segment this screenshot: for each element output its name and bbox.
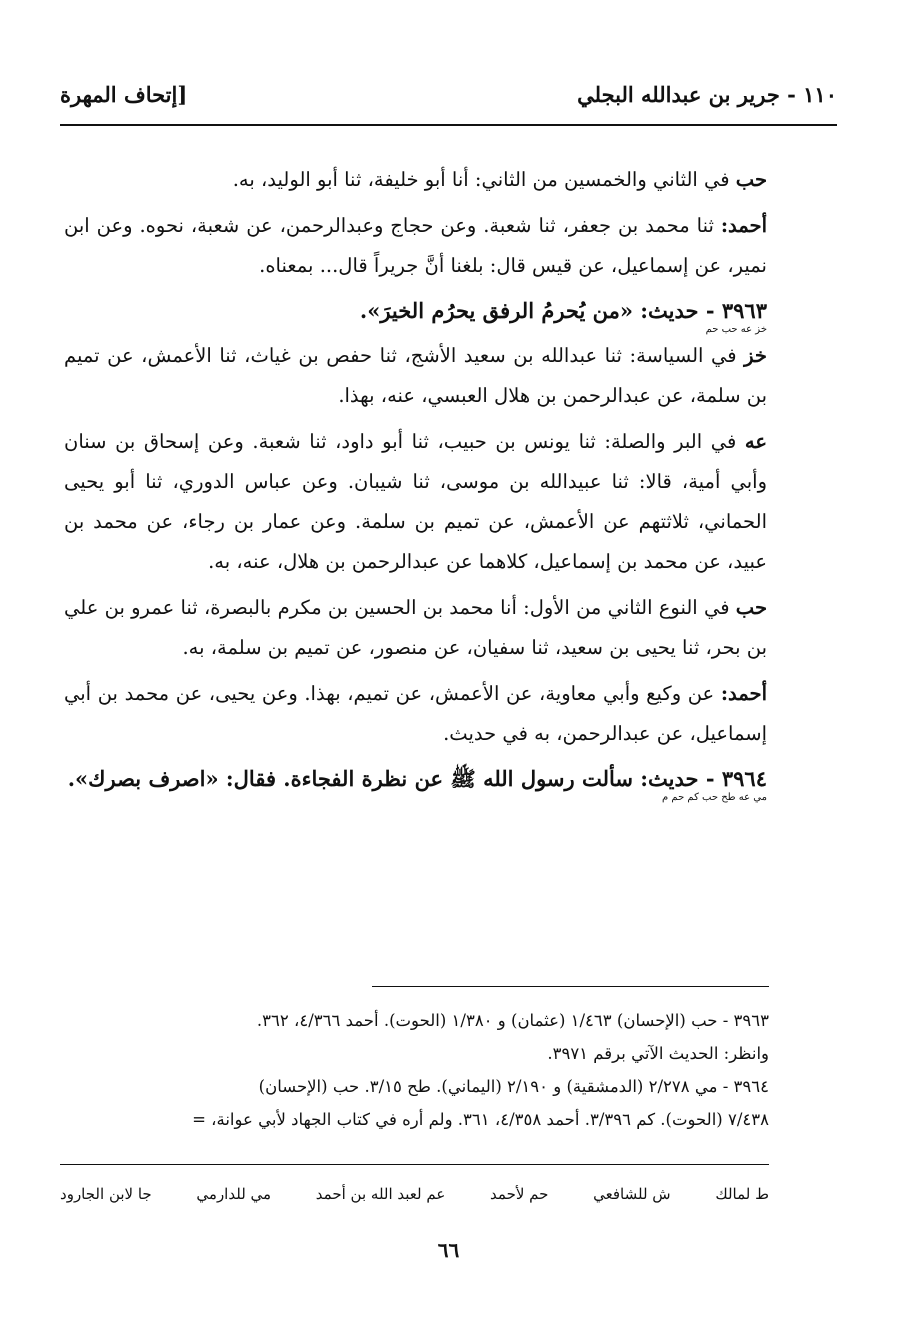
abbreviation-legend (60, 1182, 769, 1206)
header-rule (60, 124, 837, 126)
legend-item: عم لعبد الله بن أحمد (315, 1185, 446, 1203)
header-chapter-title: ١١٠ - جرير بن عبدالله البجلي (577, 81, 837, 107)
footnote-line: وانظر: الحديث الآتي برقم ٣٩٧١. (547, 1044, 769, 1063)
main-text (64, 160, 767, 804)
hadith-heading-3964: ٣٩٦٤ - حديث: سألت رسول الله ﷺ عن نظرة الفجاءة. فقال: «اصرف بصرك». (67, 766, 767, 791)
header-book-title: [إتحاف المهرة (60, 81, 188, 107)
footnote-line: ٧/٤٣٨ (الحوت). كم ٣/٣٩٦. أحمد ٤/٣٥٨، ٣٦١. ولم أره في كتاب الجهاد لأبي عوانة، = (192, 1110, 769, 1129)
legend-item: جا لابن الجارود (60, 1185, 152, 1203)
paragraph: أحمد: عن وكيع وأبي معاوية، عن الأعمش، عن تميم، بهذا. وعن يحيى، عن محمد بن أبي إسماعيل، عن عبدالرحمن، به في حديث. (64, 682, 767, 745)
legend-item: ش للشافعي (593, 1185, 671, 1203)
hadith-heading-3963: ٣٩٦٣ - حديث: «من يُحرمُ الرفق يحرُم الخيرَ». (359, 298, 767, 323)
legend-rule (60, 1164, 769, 1165)
running-header (60, 76, 837, 112)
footnote-line: ٣٩٦٤ - مي ٢/٢٧٨ (الدمشقية) و ٢/١٩٠ (اليماني). طح ٣/١٥. حب (الإحسان) (258, 1077, 769, 1096)
paragraph: حب في الثاني والخمسين من الثاني: أنا أبو خليفة، ثنا أبو الوليد، به. (232, 168, 767, 191)
footnote-line: ٣٩٦٣ - حب (الإحسان) ١/٤٦٣ (عثمان) و ١/٣٨٠ (الحوت). أحمد ٤/٣٦٦، ٣٦٢. (256, 1011, 769, 1030)
paragraph: خز في السياسة: ثنا عبدالله بن سعيد الأشج، ثنا حفص بن غياث، ثنا الأعمش، عن تميم بن سلمة، عن عبدالرحمن بن هلال العبسي، عنه، بهذا. (64, 344, 767, 407)
paragraph: حب في النوع الثاني من الأول: أنا محمد بن الحسين بن مكرم بالبصرة، ثنا عمرو بن علي بن بحر، ثنا يحيى بن سعيد، ثنا سفيان، عن منصور، عن تميم بن سلمة، به. (64, 596, 767, 659)
footnote-rule (372, 986, 769, 987)
paragraph: أحمد: ثنا محمد بن جعفر، ثنا شعبة. وعن حجاج وعبدالرحمن، عن شعبة، نحوه. وعن ابن نمير، عن إسماعيل، عن قيس قال: بلغنا أنَّ جريراً قال... بمعناه. (64, 214, 767, 277)
legend-item: مي للدارمي (196, 1185, 272, 1203)
legend-item: حم لأحمد (490, 1185, 549, 1203)
footnotes (60, 1004, 769, 1136)
hadith-sigla-3963: خز عه حب حم (705, 324, 767, 335)
paragraph: عه في البر والصلة: ثنا يونس بن حبيب، ثنا أبو داود، ثنا شعبة. وعن إسحاق بن سنان وأبي أمية، قالا: ثنا عبيدالله بن موسى، ثنا شيبان. وعن عباس الدوري، ثنا أبو يحيى الحماني، ثلاثتهم عن الأعمش، عن تميم بن سلمة. وعن عمار بن رجاء، عن محمد بن عبيد، عن محمد بن إسماعيل، كلاهما عن عبدالرحمن بن هلال، عنه، به. (64, 430, 767, 573)
hadith-sigla-3964: مي عه طح حب كم حم م (662, 792, 767, 803)
legend-item: ط لمالك (715, 1185, 769, 1203)
page-number: ٦٦ (437, 1238, 460, 1262)
